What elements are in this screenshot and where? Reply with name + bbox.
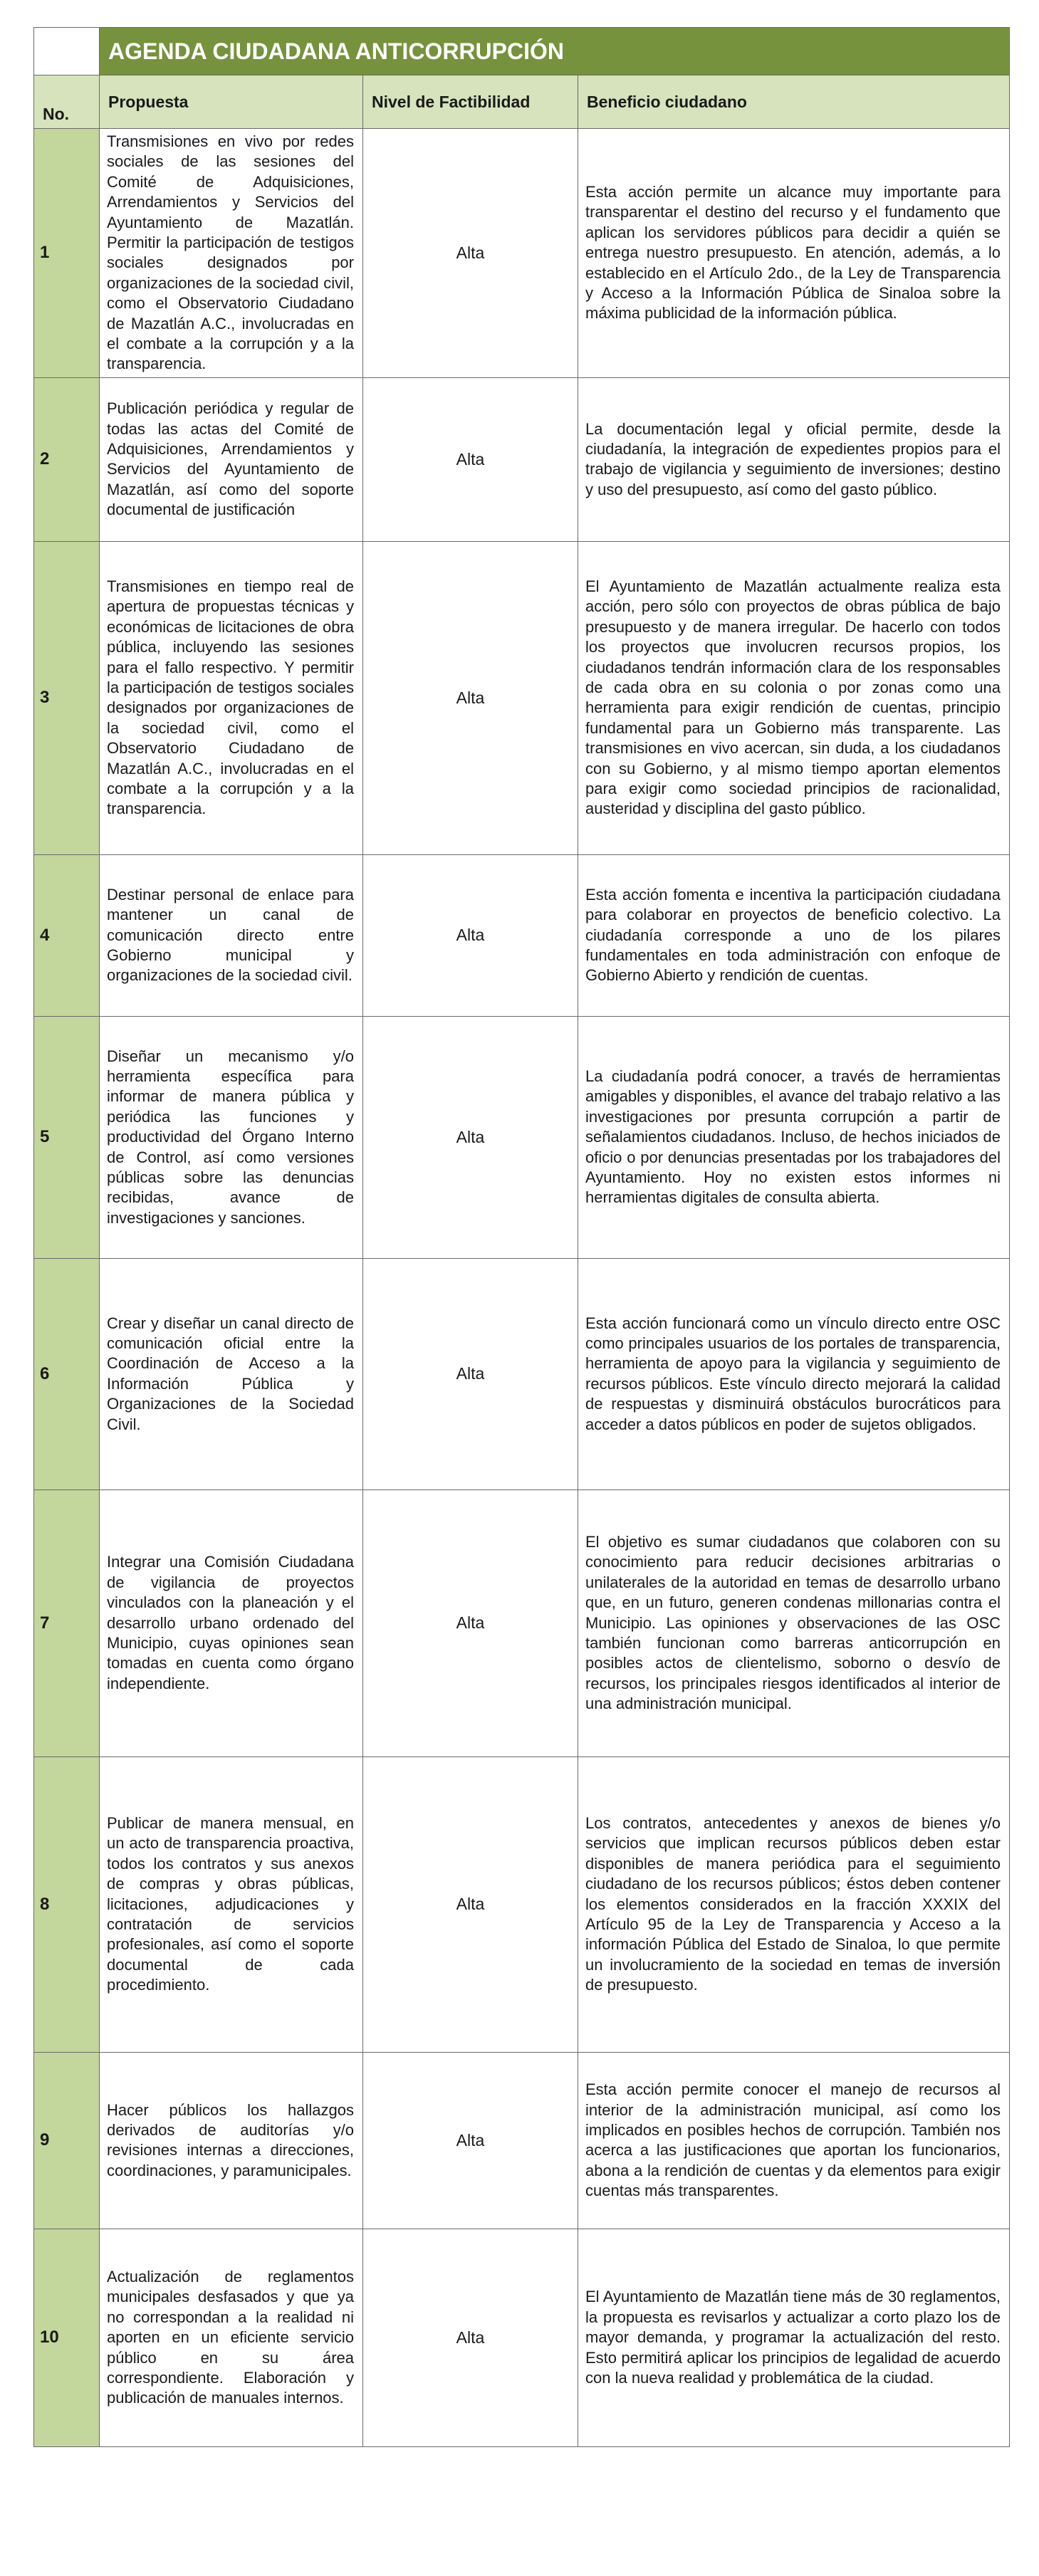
table-row [34, 541, 1010, 854]
row-number: 2 [34, 377, 100, 541]
row-number: 1 [34, 129, 100, 378]
row-number: 6 [34, 1258, 100, 1489]
row-propuesta: Destinar personal de enlace para mantener un canal de comunicación directo entre Gobierno municipal y organizaciones de la sociedad civil. [100, 854, 363, 1016]
header-propuesta: Propuesta [100, 75, 363, 129]
row-factibilidad: Alta [363, 1756, 578, 2052]
row-number: 8 [34, 1756, 100, 2052]
row-factibilidad: Alta [363, 2229, 578, 2446]
table-row [34, 1756, 1010, 2052]
header-no: No. [34, 75, 100, 129]
header-row [34, 75, 1010, 129]
row-factibilidad: Alta [363, 377, 578, 541]
header-beneficio: Beneficio ciudadano [578, 75, 1010, 129]
table-row [34, 1258, 1010, 1489]
header-factibilidad: Nivel de Factibilidad [363, 75, 578, 129]
row-propuesta: Hacer públicos los hallazgos derivados de auditorías y/o revisiones internas a direcciones, coordinaciones, y paramunicipales. [100, 2052, 363, 2229]
row-propuesta: Transmisiones en tiempo real de apertura de propuestas técnicas y económicas de licitaciones de obra pública, incluyendo las sesiones para el fallo respectivo. Y permitir la participación de testigos sociales designados por organizaciones de la sociedad civil, como el Observatorio Ciudadano de Mazatlán A.C., involucradas en el combate a la corrupción y a la transparencia. [100, 541, 363, 854]
table-row [34, 377, 1010, 541]
row-propuesta: Publicar de manera mensual, en un acto de transparencia proactiva, todos los contratos y sus anexos de compras y obras públicas, licitaciones, adjudicaciones y contratación de servicios profesionales, así como el soporte documental de cada procedimiento. [100, 1756, 363, 2052]
row-beneficio: La documentación legal y oficial permite, desde la ciudadanía, la integración de expedientes propios para el trabajo de vigilancia y seguimiento de inversiones; destino y uso del presupuesto, así como del gasto público. [578, 377, 1010, 541]
title-corner-cell [34, 28, 100, 75]
table-row [34, 2229, 1010, 2446]
row-number: 7 [34, 1489, 100, 1756]
row-propuesta: Transmisiones en vivo por redes sociales de las sesiones del Comité de Adquisiciones, Arrendamientos y Servicios del Ayuntamiento de Mazatlán. Permitir la participación de testigos sociales designados por organizaciones de la sociedad civil, como el Observatorio Ciudadano de Mazatlán A.C., involucradas en el combate a la corrupción y a la transparencia. [100, 129, 363, 378]
table-title: AGENDA CIUDADANA ANTICORRUPCIÓN [100, 28, 1010, 75]
row-beneficio: Esta acción fomenta e incentiva la participación ciudadana para colaborar en proyectos de beneficio colectivo. La ciudadanía corresponde a uno de los pilares fundamentales en toda administración con enfoque de Gobierno Abierto y rendición de cuentas. [578, 854, 1010, 1016]
row-number: 10 [34, 2229, 100, 2446]
row-factibilidad: Alta [363, 854, 578, 1016]
row-number: 9 [34, 2052, 100, 2229]
row-number: 5 [34, 1016, 100, 1258]
table-row [34, 1489, 1010, 1756]
title-row [34, 28, 1010, 75]
row-beneficio: El objetivo es sumar ciudadanos que colaboren con su conocimiento para reducir decisiones arbitrarias o unilaterales de la autoridad en temas de desarrollo urbano que, en un futuro, generen condenas millonarias contra el Municipio. Las opiniones y observaciones de las OSC también funcionan como barreras anticorrupción en posibles actos de clientelismo, soborno o desvío de recursos, los principales riesgos identificados al interior de una administración municipal. [578, 1489, 1010, 1756]
row-number: 3 [34, 541, 100, 854]
row-factibilidad: Alta [363, 2052, 578, 2229]
row-factibilidad: Alta [363, 129, 578, 378]
row-beneficio: Esta acción permite un alcance muy importante para transparentar el destino del recurso y el fundamento que aplican los servidores públicos para decidir a quién se entrega nuestro presupuesto. En atención, además, a lo establecido en el Artículo 2do., de la Ley de Transparencia y Acceso a la Información Pública de Sinaloa sobre la máxima publicidad de la información pública. [578, 129, 1010, 378]
row-beneficio: El Ayuntamiento de Mazatlán tiene más de 30 reglamentos, la propuesta es revisarlos y actualizar a corto plazo los de mayor demanda, y programar la actualización del resto. Esto permitirá aplicar los principios de legalidad de acuerdo con la nueva realidad y problemática de la ciudad. [578, 2229, 1010, 2446]
row-factibilidad: Alta [363, 1489, 578, 1756]
table-row [34, 1016, 1010, 1258]
row-propuesta: Publicación periódica y regular de todas las actas del Comité de Adquisiciones, Arrendamientos y Servicios del Ayuntamiento de Mazatlán, así como del soporte documental de justificación [100, 377, 363, 541]
table-row [34, 129, 1010, 378]
document-page [33, 27, 1009, 2447]
row-beneficio: El Ayuntamiento de Mazatlán actualmente realiza esta acción, pero sólo con proyectos de obras pública de bajo presupuesto y de manera irregular. De hacerlo con todos los proyectos que involucren recursos propios, los ciudadanos tendrán información clara de los responsables de cada obra en su colonia o por zonas como una herramienta para exigir rendición de cuentas, principio fundamental para un Gobierno más transparente. Las transmisiones en vivo acercan, sin duda, a los ciudadanos con su Gobierno, y al mismo tiempo aportan elementos para exigir como sociedad principios de racionalidad, austeridad y disciplina del gasto público. [578, 541, 1010, 854]
row-factibilidad: Alta [363, 541, 578, 854]
row-propuesta: Crear y diseñar un canal directo de comunicación oficial entre la Coordinación de Acceso a la Información Pública y Organizaciones de la Sociedad Civil. [100, 1258, 363, 1489]
row-factibilidad: Alta [363, 1258, 578, 1489]
row-propuesta: Integrar una Comisión Ciudadana de vigilancia de proyectos vinculados con la planeación y el desarrollo urbano ordenado del Municipio, cuyas opiniones sean tomadas en cuenta como órgano independiente. [100, 1489, 363, 1756]
row-factibilidad: Alta [363, 1016, 578, 1258]
table-row [34, 2052, 1010, 2229]
row-beneficio: Esta acción funcionará como un vínculo directo entre OSC como principales usuarios de los portales de transparencia, herramienta de apoyo para la vigilancia y seguimiento de recursos públicos. Este vínculo directo mejorará la calidad de respuestas y disminuirá obstáculos burocráticos para acceder a datos públicos en poder de sujetos obligados. [578, 1258, 1010, 1489]
row-number: 4 [34, 854, 100, 1016]
row-propuesta: Diseñar un mecanismo y/o herramienta específica para informar de manera pública y periódica las funciones y productividad del Órgano Interno de Control, así como versiones públicas sobre las denuncias recibidas, avance de investigaciones y sanciones. [100, 1016, 363, 1258]
agenda-table [33, 27, 1010, 2447]
row-beneficio: La ciudadanía podrá conocer, a través de herramientas amigables y disponibles, el avance del trabajo relativo a las investigaciones por presunta corrupción a partir de señalamientos ciudadanos. Incluso, de hechos iniciados de oficio o por denuncias presentadas por los trabajadores del Ayuntamiento. Hoy no existen estos informes ni herramientas digitales de consulta abierta. [578, 1016, 1010, 1258]
row-propuesta: Actualización de reglamentos municipales desfasados y que ya no correspondan a la realidad ni aporten en un eficiente servicio público en su área correspondiente. Elaboración y publicación de manuales internos. [100, 2229, 363, 2446]
row-beneficio: Esta acción permite conocer el manejo de recursos al interior de la administración municipal, así como los implicados en posibles hechos de corrupción. También nos acerca a las justificaciones que aportan los funcionarios, abona a la rendición de cuentas y da elementos para exigir cuentas más transparentes. [578, 2052, 1010, 2229]
table-row [34, 854, 1010, 1016]
row-beneficio: Los contratos, antecedentes y anexos de bienes y/o servicios que implican recursos públicos deben estar disponibles de manera periódica para el seguimiento ciudadano de los recursos públicos; éstos deben contener los elementos considerados en la fracción XXXIX del Artículo 95 de la Ley de Transparencia y Acceso a la información Pública del Estado de Sinaloa, lo que permite un involucramiento de la sociedad en temas de inversión de presupuesto. [578, 1756, 1010, 2052]
